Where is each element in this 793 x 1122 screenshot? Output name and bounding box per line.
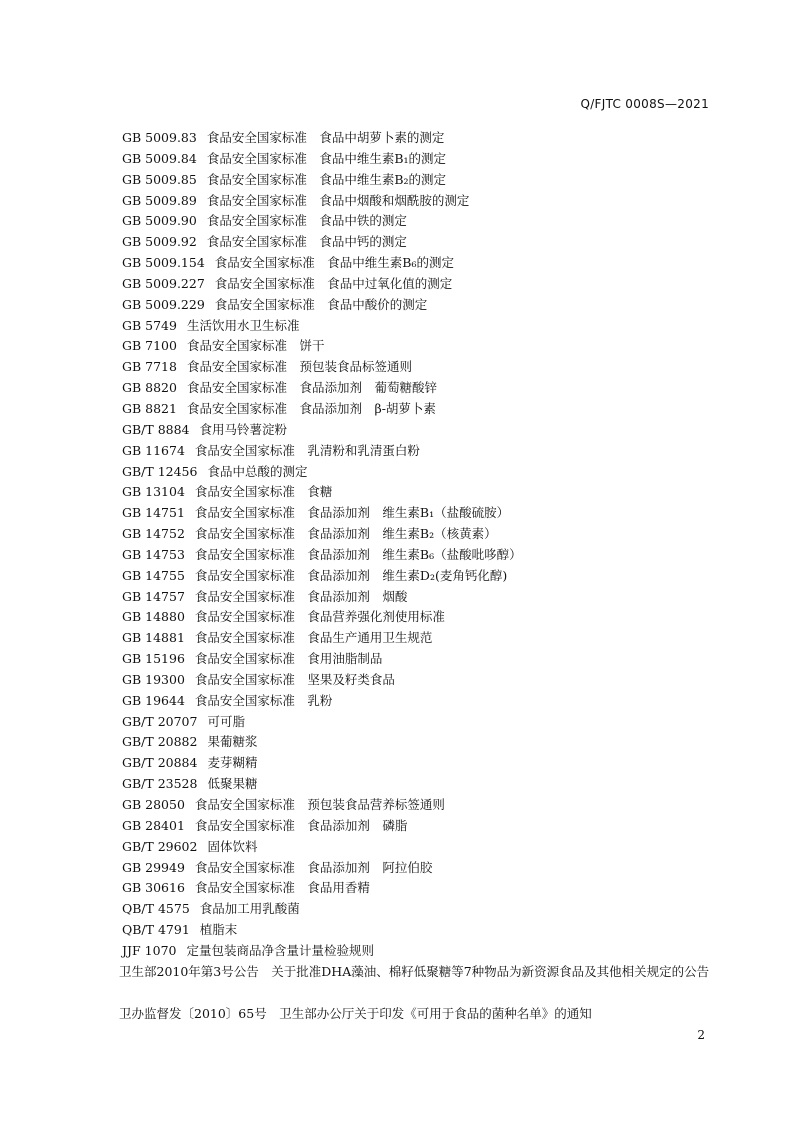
- reference-item: [122, 253, 722, 274]
- reference-item: [122, 628, 722, 649]
- reference-code: GB 5009.227: [122, 275, 205, 291]
- reference-title: 食品安全国家标准 食品营养强化剂使用标准: [194, 609, 445, 625]
- reference-item: [122, 545, 722, 566]
- reference-title: 食品安全国家标准 食用油脂制品: [194, 651, 383, 667]
- reference-item: [122, 899, 722, 920]
- reference-item: [122, 732, 722, 753]
- reference-title: 食品安全国家标准 食品中钙的测定: [206, 234, 407, 250]
- reference-code: GB 5009.90: [122, 213, 197, 229]
- reference-title: 食品安全国家标准 预包装食品营养标签通则: [194, 797, 445, 812]
- reference-title: 食品安全国家标准 食品中维生素B₂的测定: [206, 171, 447, 187]
- reference-code: GB 29949: [122, 859, 185, 875]
- reference-code: QB/T 4575: [122, 901, 190, 917]
- reference-code: GB 5009.89: [122, 192, 197, 208]
- reference-code: GB 5009.154: [122, 255, 205, 271]
- reference-code: GB 14753: [122, 546, 185, 562]
- reference-title: 食品安全国家标准 食品添加剂 阿拉伯胶: [194, 859, 433, 875]
- reference-item: [122, 878, 722, 899]
- reference-title: 食品安全国家标准 食品中酸价的测定: [214, 296, 428, 312]
- reference-code: GB 30616: [122, 880, 185, 896]
- reference-title: 食品安全国家标准 食品中铁的测定: [206, 213, 407, 229]
- reference-item: [122, 357, 722, 378]
- reference-item: [122, 191, 722, 212]
- reference-item: [122, 399, 722, 420]
- reference-title: 食品安全国家标准 食品中烟酸和烟酰胺的测定: [206, 192, 470, 208]
- reference-title: 低聚果糖: [207, 776, 258, 792]
- reference-title: 食品安全国家标准 食品添加剂 烟酸: [194, 588, 408, 604]
- reference-code: GB/T 12456: [122, 463, 198, 479]
- reference-title: 食品中总酸的测定: [207, 463, 308, 479]
- reference-code: GB 14880: [122, 609, 185, 625]
- reference-item: [122, 753, 722, 774]
- reference-item: [122, 691, 722, 712]
- reference-item: [122, 858, 722, 879]
- reference-code: GB 14757: [122, 588, 185, 604]
- reference-title: 可可脂: [207, 713, 245, 729]
- reference-item: [122, 482, 722, 503]
- reference-item: [122, 420, 722, 441]
- reference-item: [122, 566, 722, 587]
- reference-code: GB 5009.84: [122, 150, 197, 166]
- reference-title: 食品加工用乳酸菌: [199, 901, 300, 917]
- reference-code: GB 11674: [122, 442, 185, 458]
- reference-title: 定量包装商品净含量计量检验规则: [186, 942, 374, 958]
- reference-code: GB 28050: [122, 797, 185, 812]
- reference-title: 食品安全国家标准 乳清粉和乳清蛋白粉: [194, 442, 420, 458]
- notice-paragraph-2: 卫办监督发〔2010〕65号 卫生部办公厅关于印发《可用于食品的菌种名单》的通知: [119, 1006, 592, 1021]
- reference-title: 食用马铃薯淀粉: [199, 421, 288, 437]
- reference-item: [122, 336, 722, 357]
- reference-item: [122, 587, 722, 608]
- reference-code: GB/T 20882: [122, 734, 198, 750]
- reference-item: [122, 670, 722, 691]
- reference-title: 果葡糖浆: [207, 734, 258, 750]
- reference-code: GB 7718: [122, 359, 177, 375]
- reference-code: GB 19300: [122, 671, 185, 687]
- reference-item: [122, 211, 722, 232]
- reference-item: [122, 920, 722, 941]
- reference-title: 食品安全国家标准 饼干: [186, 338, 325, 354]
- reference-code: QB/T 4791: [122, 922, 190, 938]
- reference-item: [122, 232, 722, 253]
- reference-code: GB 8820: [122, 380, 177, 396]
- reference-code: GB 19644: [122, 692, 185, 708]
- reference-title: 食品安全国家标准 食品生产通用卫生规范: [194, 630, 433, 646]
- reference-item: [122, 128, 722, 149]
- reference-title: 食品安全国家标准 食品添加剂 维生素D₂(麦角钙化醇): [194, 567, 508, 583]
- reference-item: [122, 649, 722, 670]
- reference-item: [122, 524, 722, 545]
- reference-list: [122, 128, 722, 962]
- reference-item: [122, 816, 722, 837]
- reference-code: GB/T 20707: [122, 713, 198, 729]
- reference-code: GB 14752: [122, 526, 185, 542]
- reference-title: 食品安全国家标准 食品中维生素B₁的测定: [206, 150, 447, 166]
- reference-code: GB/T 29602: [122, 838, 198, 854]
- reference-code: GB 14751: [122, 505, 185, 521]
- reference-title: 食品安全国家标准 乳粉: [194, 692, 333, 708]
- reference-item: [122, 170, 722, 191]
- reference-title: 食品安全国家标准 食品添加剂 维生素B₂（核黄素）: [194, 526, 497, 542]
- reference-item: [122, 503, 722, 524]
- reference-title: 麦芽糊精: [207, 755, 258, 771]
- reference-title: 食品安全国家标准 食品添加剂 磷脂: [194, 817, 408, 833]
- reference-code: GB 5749: [122, 317, 177, 333]
- reference-code: GB 5009.229: [122, 296, 205, 312]
- reference-code: GB 13104: [122, 484, 185, 500]
- reference-item: [122, 941, 722, 962]
- reference-title: 食品安全国家标准 食品中胡萝卜素的测定: [206, 130, 445, 145]
- page-number: 2: [697, 1028, 705, 1042]
- reference-title: 食品安全国家标准 食品中维生素B₆的测定: [214, 255, 454, 271]
- notice-paragraph-1: 卫生部2010年第3号公告 关于批准DHA藻油、棉籽低聚糖等7种物品为新资源食品及其他相关规定的公告: [119, 964, 710, 979]
- reference-item: [122, 441, 722, 462]
- reference-title: 食品安全国家标准 食品添加剂 维生素B₁（盐酸硫胺）: [194, 505, 510, 521]
- reference-code: JJF 1070: [122, 942, 177, 958]
- reference-code: GB 28401: [122, 817, 185, 833]
- reference-title: 食品安全国家标准 食品添加剂 β-胡萝卜素: [186, 400, 436, 416]
- reference-code: GB 5009.92: [122, 234, 197, 250]
- document-code: Q/FJTC 0008S—2021: [580, 97, 709, 111]
- reference-title: 食品安全国家标准 食品添加剂 葡萄糖酸锌: [186, 380, 437, 396]
- reference-code: GB 14881: [122, 630, 185, 646]
- reference-item: [122, 316, 722, 337]
- reference-code: GB/T 20884: [122, 755, 198, 771]
- reference-title: 食品安全国家标准 食品中过氧化值的测定: [214, 275, 453, 291]
- reference-item: [122, 149, 722, 170]
- reference-item: [122, 295, 722, 316]
- reference-title: 食品安全国家标准 坚果及籽类食品: [194, 671, 395, 687]
- reference-code: GB 5009.85: [122, 171, 197, 187]
- reference-title: 生活饮用水卫生标准: [186, 317, 300, 333]
- reference-item: [122, 774, 722, 795]
- reference-title: 食品安全国家标准 食品用香精: [194, 880, 370, 896]
- reference-title: 固体饮料: [207, 838, 258, 854]
- reference-title: 食品安全国家标准 食糖: [194, 484, 333, 500]
- reference-title: 食品安全国家标准 预包装食品标签通则: [186, 359, 412, 375]
- reference-item: [122, 837, 722, 858]
- reference-item: [122, 462, 722, 483]
- reference-code: GB 14755: [122, 567, 185, 583]
- reference-code: GB 15196: [122, 651, 185, 667]
- reference-item: [122, 378, 722, 399]
- reference-item: [122, 795, 722, 816]
- reference-code: GB/T 8884: [122, 421, 190, 437]
- reference-item: [122, 712, 722, 733]
- reference-title: 食品安全国家标准 食品添加剂 维生素B₆（盐酸吡哆醇）: [194, 546, 522, 562]
- reference-title: 植脂末: [199, 922, 238, 938]
- reference-code: GB/T 23528: [122, 776, 198, 792]
- reference-item: [122, 607, 722, 628]
- reference-code: GB 7100: [122, 338, 177, 354]
- reference-code: GB 8821: [122, 400, 177, 416]
- reference-item: [122, 274, 722, 295]
- reference-code: GB 5009.83: [122, 130, 197, 145]
